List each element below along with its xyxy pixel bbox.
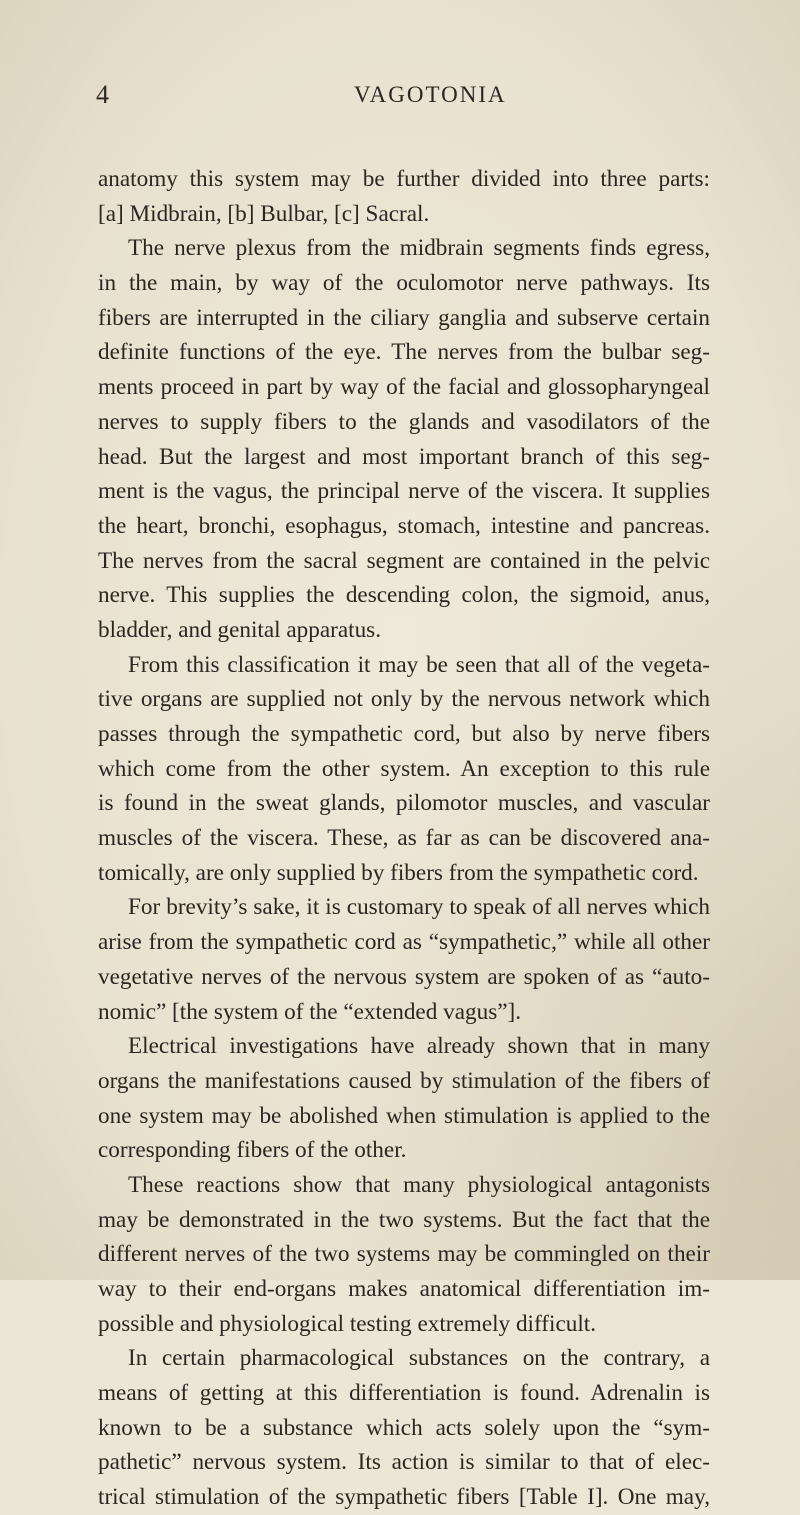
text-line: may be demonstrated in the two systems. But the fact that the (98, 1206, 710, 1233)
text-line: vegetative nerves of the nervous system are spoken of as “auto- (98, 963, 710, 990)
text-line: anatomy this system may be further divided into three parts: (98, 166, 710, 192)
text-line: The nerve plexus from the midbrain segments finds egress, (128, 235, 710, 262)
running-title: VAGOTONIA (354, 82, 507, 107)
text-line: arise from the sympathetic cord as “sympathetic,” while all other (98, 929, 710, 956)
text-line: trical stimulation of the sympathetic fibers [Table I]. One may, (98, 1484, 710, 1511)
text-line: These reactions show that many physiological antagonists (128, 1171, 710, 1198)
text-line: The nerves from the sacral segment are contained in the pelvic (98, 547, 710, 574)
text-line: known to be a substance which acts solely upon the “sym- (98, 1414, 710, 1441)
text-line: which come from the other system. An exception to this rule (98, 755, 710, 782)
text-line: in the main, by way of the oculomotor nerve pathways. Its (98, 270, 710, 297)
text-line: one system may be abolished when stimulation is applied to the (98, 1102, 710, 1129)
text-line: ments proceed in part by way of the facial and glossopharyngeal (98, 374, 710, 401)
text-line: corresponding fibers of the other. (98, 1137, 407, 1164)
text-line: fibers are interrupted in the ciliary ganglia and subserve certain (98, 304, 710, 331)
text-line: muscles of the viscera. These, as far as can be discovered ana- (98, 825, 710, 852)
text-line: tive organs are supplied not only by the nervous network which (98, 686, 710, 713)
text-line: the heart, bronchi, esophagus, stomach, intestine and pancreas. (98, 512, 710, 539)
text-line: possible and physiological testing extremely difficult. (98, 1310, 597, 1337)
text-line: tomically, are only supplied by fibers from the sympathetic cord. (98, 859, 699, 886)
text-line: passes through the sympathetic cord, but also by nerve fibers (98, 721, 710, 747)
text-line: pathetic” nervous system. Its action is similar to that of elec- (98, 1449, 710, 1476)
text-line: head. But the largest and most important branch of this seg- (98, 443, 710, 470)
page-number: 4 (96, 80, 110, 109)
text-line: In certain pharmacological substances on the contrary, a (128, 1345, 710, 1372)
text-line: For brevity’s sake, it is customary to speak of all nerves which (128, 894, 710, 921)
text-line: nerves to supply fibers to the glands and vasodilators of the (98, 408, 710, 435)
text-line: ment is the vagus, the principal nerve of the viscera. It supplies (98, 478, 710, 505)
text-line: nerve. This supplies the descending colon, the sigmoid, anus, (98, 582, 710, 609)
text-line: [a] Midbrain, [b] Bulbar, [c] Sacral. (98, 200, 430, 227)
text-line: means of getting at this differentiation is found. Adrenalin is (98, 1380, 710, 1407)
body-text (98, 162, 710, 1515)
text-line: Electrical investigations have already shown that in many (128, 1033, 710, 1060)
text-line: From this classification it may be seen that all of the vegeta- (128, 651, 710, 678)
text-line: organs the manifestations caused by stimulation of the fibers of (98, 1067, 710, 1094)
text-line: is found in the sweat glands, pilomotor muscles, and vascular (98, 790, 710, 817)
text-line: definite functions of the eye. The nerves from the bulbar seg- (98, 339, 710, 366)
page-header (96, 80, 716, 120)
text-line: different nerves of the two systems may be commingled on their (98, 1241, 710, 1268)
text-line: way to their end-organs makes anatomical differentiation im- (98, 1276, 710, 1302)
text-line: bladder, and genital apparatus. (98, 616, 382, 643)
text-line: nomic” [the system of the “extended vagus”]. (98, 998, 522, 1025)
